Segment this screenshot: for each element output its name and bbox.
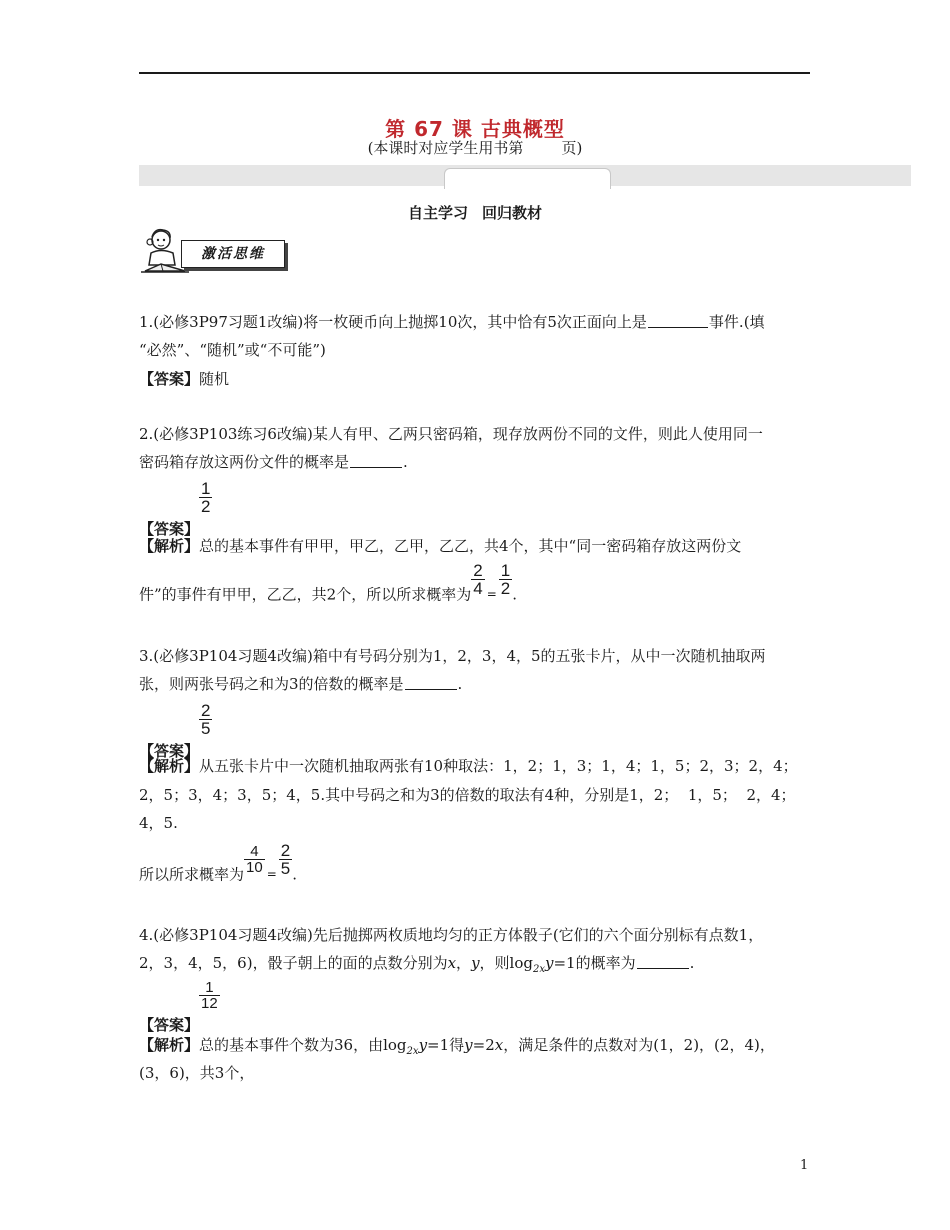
q4-var-x: x <box>447 954 457 972</box>
q2-answer-blank <box>350 453 402 468</box>
q2-analysis-label: 【解析】 <box>139 537 200 555</box>
q4-answer <box>139 980 220 1035</box>
q3-stem-line2 <box>139 674 462 694</box>
q4-answer-fraction <box>199 980 220 1011</box>
q2-f2-den: 2 <box>500 579 511 598</box>
q2-f2-num: 1 <box>500 561 511 580</box>
q3-stem-end: . <box>457 675 463 693</box>
q1-stem-tail: 事件.(填 <box>708 313 765 331</box>
q3-analysis-line1 <box>139 756 798 776</box>
lesson-subtitle: (本课时对应学生用书第 页) <box>367 139 583 157</box>
q3-stem-line1: 3.(必修3P104习题4改编)箱中有号码分别为1，2，3，4，5的五张卡片，从中一次随机抽取两 <box>139 647 766 665</box>
q4-stem-tail: =1的概率为 <box>553 954 636 972</box>
q3-answer-den: 5 <box>201 719 211 738</box>
q2-analysis-text2: 件”的事件有甲甲，乙乙，共2个，所以所求概率为 <box>139 585 472 604</box>
q1-answer-blank <box>648 313 708 328</box>
q4-log-text: ，则log <box>479 954 533 972</box>
q2-analysis-text1: 总的基本事件有甲甲，甲乙，乙甲，乙乙，共4个，其中“同一密码箱存放这两份文 <box>199 537 742 555</box>
q1-stem-text: 1.(必修3P97习题1改编)将一枚硬币向上抛掷10次，其中恰有5次正面向上是 <box>139 313 647 331</box>
section-heading-left: 自主学习 <box>407 204 468 222</box>
q3-analysis-text1: 从五张卡片中一次随机抽取两张有10种取法：1，2；1，3；1，4；1，5；2，3；2，4； <box>199 757 798 775</box>
q3-analysis-line2: 2，5；3，4；3，5；4，5.其中号码之和为3的倍数的取法有4种，分别是1，2； 1，5； 2，4； <box>139 786 796 804</box>
q4-sep: ， <box>456 954 472 972</box>
section-heading-right: 回归教材 <box>482 204 543 222</box>
q2-f1-num: 2 <box>473 561 483 580</box>
q2-analysis-fraction2 <box>499 562 512 597</box>
q3-analysis-line3: 4，5. <box>139 814 178 832</box>
q3-f2-den: 5 <box>280 859 291 878</box>
q4-analysis-text3: =2 <box>472 1036 495 1054</box>
q3-analysis-fraction2 <box>279 842 292 877</box>
q4-stem-text: 2，3，4，5，6)，骰子朝上的面的点数分别为 <box>139 954 448 972</box>
q2-stem-text: 密码箱存放这两份文件的概率是 <box>139 453 350 471</box>
q4-analysis-text4: ，满足条件的点数对为(1，2)，(2，4)， <box>503 1036 775 1054</box>
q2-equals: = <box>486 586 497 601</box>
q4-analysis-log-arg: y <box>418 1036 428 1054</box>
q4-stem-line1: 4.(必修3P104习题4改编)先后抛掷两枚质地均匀的正方体骰子(它们的六个面分别标有点数1， <box>139 926 764 944</box>
q3-analysis-label: 【解析】 <box>139 757 200 775</box>
q4-analysis-var-y: y <box>464 1036 473 1054</box>
q1-answer <box>139 369 229 389</box>
page-number: 1 <box>800 1158 809 1173</box>
q2-analysis-line1 <box>139 536 741 556</box>
q4-analysis-label: 【解析】 <box>139 1036 200 1054</box>
top-rule <box>139 72 810 74</box>
q4-analysis-line2: (3，6)，共3个， <box>139 1064 255 1082</box>
q2-answer-den: 2 <box>201 497 211 516</box>
q2-answer-fraction <box>199 480 212 515</box>
q4-stem-end: . <box>689 954 695 972</box>
q4-answer-num: 1 <box>205 979 214 996</box>
q2-answer <box>139 480 212 539</box>
q3-equals: = <box>266 866 277 881</box>
q4-log-arg: y <box>545 954 554 972</box>
q4-stem-line2 <box>139 953 694 980</box>
header-tab <box>444 168 611 189</box>
q3-analysis-text4: 所以所求概率为 <box>139 865 245 884</box>
q1-answer-value: 随机 <box>199 370 230 388</box>
q4-analysis-text2: =1得 <box>427 1036 465 1054</box>
q1-stem-line2: “必然”、“随机”或“不可能”) <box>139 341 326 359</box>
q4-analysis-line1 <box>139 1035 775 1062</box>
q2-stem-line2 <box>139 452 408 472</box>
q2-analysis-end: . <box>512 585 517 604</box>
q3-analysis-fraction1 <box>244 844 265 875</box>
activate-thinking-label: 激活思维 <box>181 240 285 268</box>
q2-analysis-fraction1 <box>471 562 484 597</box>
q3-answer-fraction <box>199 702 212 737</box>
q4-answer-label: 【答案】 <box>139 1016 200 1034</box>
q2-answer-num: 1 <box>201 479 211 498</box>
q4-answer-den: 12 <box>201 995 218 1012</box>
q4-var-y: y <box>471 954 480 972</box>
q2-f1-den: 4 <box>473 579 483 598</box>
q3-f1-num: 4 <box>250 843 259 860</box>
q3-answer <box>139 702 212 761</box>
q3-answer-num: 2 <box>201 701 211 720</box>
q3-analysis-end: . <box>292 865 298 884</box>
lesson-title: 第 67 课 古典概型 <box>385 117 565 141</box>
q4-log-base: 2x <box>532 964 545 975</box>
q1-stem-line1 <box>139 312 765 332</box>
q3-answer-label: 【答案】 <box>139 742 200 760</box>
q4-analysis-log-base: 2x <box>406 1046 419 1057</box>
q2-answer-label: 【答案】 <box>139 520 200 538</box>
activate-thinking-badge <box>141 227 286 273</box>
q2-stem-end: . <box>403 453 408 471</box>
q3-stem-text: 张，则两张号码之和为3的倍数的概率是 <box>139 675 404 693</box>
q3-f2-num: 2 <box>280 841 291 860</box>
q3-analysis-line4 <box>139 842 297 885</box>
section-heading <box>0 202 950 223</box>
q1-answer-label: 【答案】 <box>139 370 200 388</box>
q3-answer-blank <box>405 675 457 690</box>
q4-analysis-text1: 总的基本事件个数为36，由log <box>199 1036 407 1054</box>
q4-answer-blank <box>637 954 689 969</box>
q2-analysis-line2 <box>139 562 517 605</box>
q3-f1-den: 10 <box>246 859 263 876</box>
q4-analysis-var-x: x <box>494 1036 504 1054</box>
q2-stem-line1: 2.(必修3P103练习6改编)某人有甲、乙两只密码箱，现存放两份不同的文件，则此人使用同一 <box>139 425 763 443</box>
